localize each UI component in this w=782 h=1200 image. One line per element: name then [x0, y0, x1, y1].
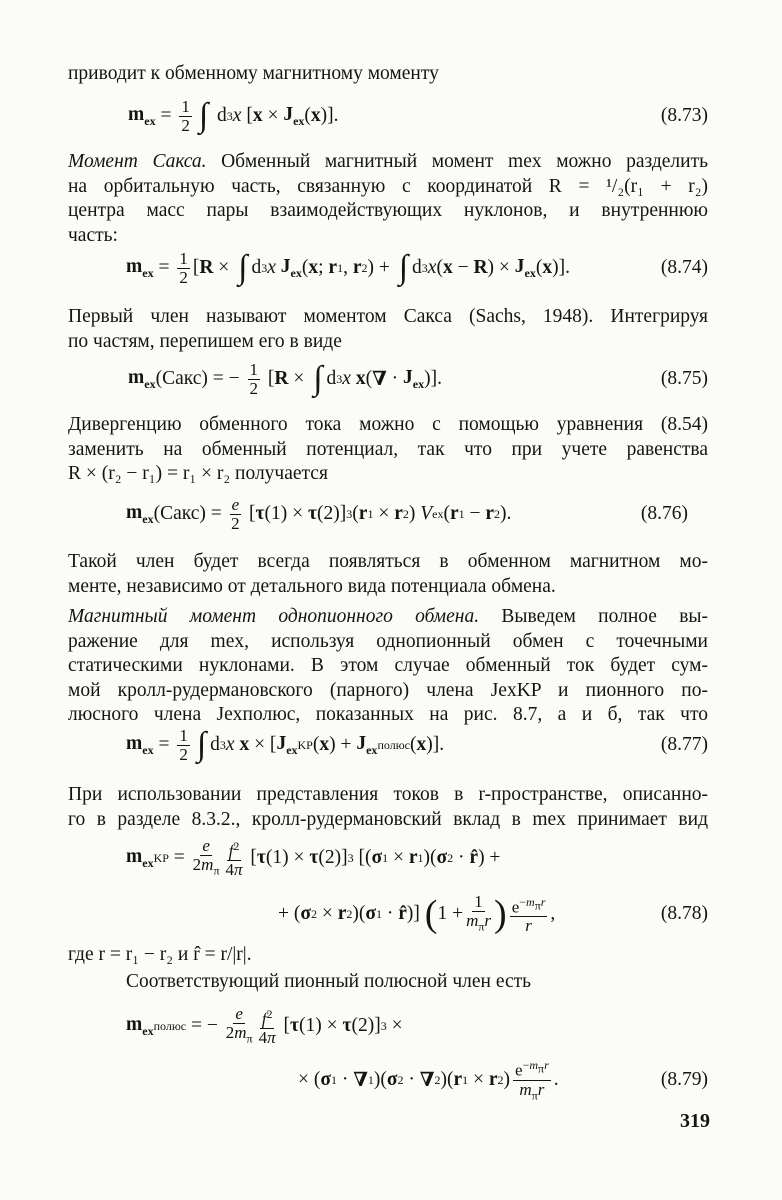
magnetic-line-2: ражение для mex, используя однопионный обмен с точечными	[68, 630, 708, 652]
equation-8-79-number: (8.79)	[660, 1069, 708, 1090]
magnetic-line-4: мой кролл-рудермановского (парного) члена JexKP и пионного по-	[68, 679, 708, 701]
equation-8-78-number: (8.78)	[660, 903, 708, 924]
equation-8-78-line-1: $m_{ex}$ KP = $\frac{e}{2m_\pi}$ $\frac{f^2}{4\pi}$ [ τ (1) × τ (2)] 3 [( σ 1 × r 1 )( σ 2 · r̂ ) +	[126, 835, 501, 880]
such-term-line-1: Такой член будет всегда появляться в обменном магнитном мо-	[68, 551, 708, 572]
first-term-line-1: Первый член называют моментом Сакса (Sachs, 1948). Интегрируя	[68, 306, 708, 327]
equation-8-73	[68, 98, 708, 134]
equation-8-74	[68, 250, 708, 286]
first-term-line-2: по частям, перепишем его в виде	[68, 330, 342, 352]
divergence-line-1: Дивергенцию обменного тока можно с помощью уравнения (8.54)	[68, 414, 708, 435]
first-term-paragraph	[68, 305, 708, 354]
equation-8-76-body: $m_{ex}$ (Сакс) = $\frac{e}{2}$ [ τ (1) × τ (2)] 3 ( r 1 × r 2 ) V ex ( r 1 − r 2 ).	[126, 494, 512, 533]
sachs-paragraph	[68, 150, 708, 248]
divergence-line-2: заменить на обменный потенциал, так что при учете равенства	[68, 438, 708, 460]
magnetic-heading: Магнитный момент однопионного обмена.	[68, 606, 480, 627]
equation-8-75-number: (8.75)	[660, 368, 708, 389]
intro-line: приводит к обменному магнитному моменту	[68, 63, 439, 84]
equation-8-73-body: $m_{ex}$ = $\frac{1}{2}$ ∫ d 3 x [ x × $J_{ex}$ ( x )].	[128, 96, 339, 135]
equation-8-74-body: $m_{ex}$ = $\frac{1}{2}$ [ R × ∫ d 3 x $J_{ex}$ ( x ; r 1 , r 2 ) + ∫ d 3 x ( x − R ) × $J_{ex}$ ( x )].	[126, 248, 570, 287]
equation-8-79-line-1: $m_{ex}$ полюс = − $\frac{e}{2m_\pi}$ $\frac{f^2}{4\pi}$ [ τ (1) × τ (2)] 3 ×	[126, 1003, 403, 1048]
equation-8-78	[68, 835, 708, 940]
magnetic-line-3: статическими нуклонами. В этом случае обменный ток будет сум-	[68, 655, 708, 676]
equation-8-75	[68, 361, 708, 397]
sachs-line-2: на орбитальную часть, связанную с координатой R = ¹/₂(r₁ + r₂)	[68, 175, 708, 197]
page-number: 319	[680, 1110, 710, 1132]
where-line: где r = r₁ − r₂ и r̂ = r/|r|.	[68, 944, 252, 965]
equation-8-76	[68, 496, 708, 532]
equation-8-75-body: $m_{ex}$ (Сакс) = − $\frac{1}{2}$ [ R × ∫ d 3 x x ( ∇ · $J_{ex}$ )].	[128, 359, 442, 398]
magnetic-paragraph	[68, 605, 708, 728]
equation-8-73-number: (8.73)	[660, 105, 708, 126]
r-space-line-1: При использовании представления токов в r-пространстве, описанно-	[68, 784, 708, 805]
such-term-paragraph	[68, 550, 708, 599]
such-term-line-2: менте, независимо от детального вида потенциала обмена.	[68, 575, 556, 597]
divergence-line-3: R × (r₂ − r₁) = r₁ × r₂ получается	[68, 463, 328, 484]
pion-line: Соответствующий пионный полюсной член есть	[126, 971, 532, 992]
magnetic-line-5: люсного члена Jexполюс, показанных на рис. 8.7, а и б, так что	[68, 704, 708, 725]
equation-8-79-line-2: × ( σ 1 · ∇ 1 )( σ 2 · ∇ 2 )( r 1 × r 2 ) $\frac{e^{-m_\pi r}}{m_\pi r}$ .	[298, 1057, 559, 1103]
equation-8-77-body: $m_{ex}$ = $\frac{1}{2}$ ∫ d 3 x x × [ $J_{ex}$ KP ( x ) + $J_{ex}$ полюс ( x )].	[126, 725, 445, 764]
equation-8-79	[68, 1003, 708, 1108]
r-space-line-2: го в разделе 8.3.2., кролл-рудермановский вклад в mex принимает вид	[68, 808, 708, 830]
equation-8-77-number: (8.77)	[660, 734, 708, 755]
r-space-paragraph	[68, 783, 708, 832]
equation-8-78-line-2: + ( σ 2 × r 2 )( σ 1 · r̂ )] ( 1 + $\frac{1}{m_\pi r}$ ) $\frac{e^{-m_\pi r}}{r}$ ,	[278, 891, 556, 936]
sachs-line-3: центра масс пары взаимодействующих нуклонов, и внутреннюю	[68, 200, 708, 221]
equation-8-76-number: (8.76)	[640, 503, 688, 524]
sachs-heading: Момент Сакса.	[68, 151, 207, 172]
sachs-line-4: часть:	[68, 224, 118, 246]
sachs-line-1: Обменный магнитный момент mex можно разделить	[221, 151, 708, 172]
equation-8-77	[68, 727, 708, 763]
magnetic-line-1: Выведем полное вы-	[501, 606, 709, 627]
equation-8-74-number: (8.74)	[660, 257, 708, 278]
divergence-paragraph	[68, 413, 708, 487]
